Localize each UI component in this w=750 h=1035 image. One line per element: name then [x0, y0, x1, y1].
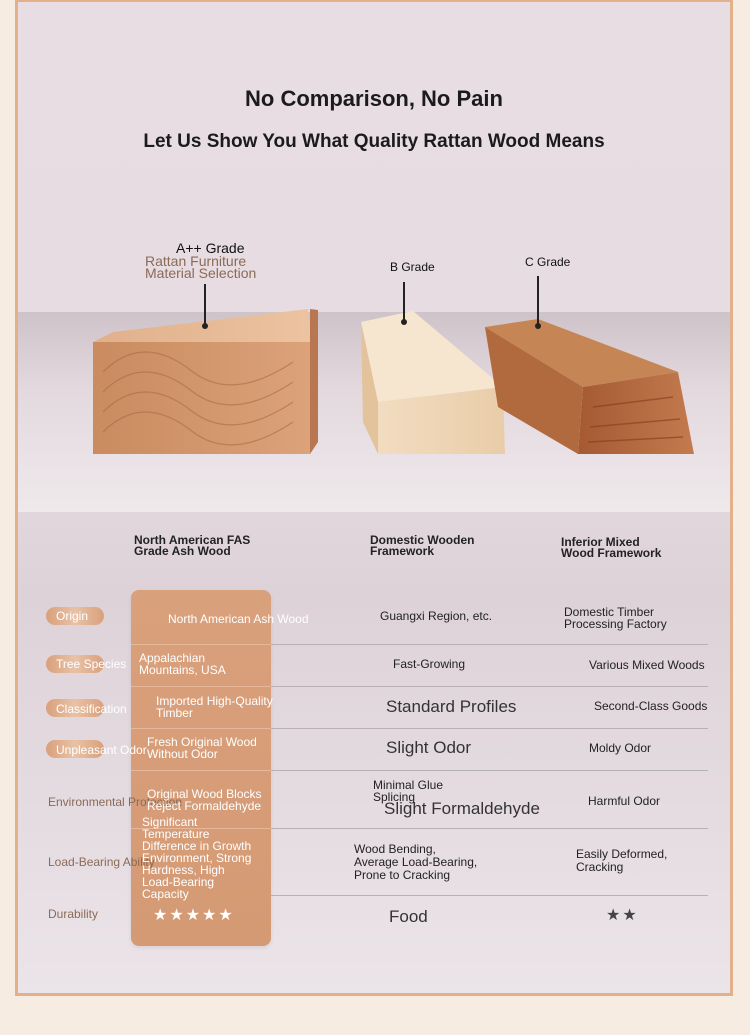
cell-classification-a-line2: Timber — [156, 706, 193, 720]
cell-environment-a-line2: Reject Formaldehyde — [147, 799, 262, 813]
cell-origin-c-line2: Processing Factory — [564, 617, 667, 631]
row-label-origin: Origin — [56, 609, 89, 623]
cell-environment-b-note-line1: Minimal Glue — [373, 778, 444, 792]
row-divider — [271, 895, 708, 896]
grade-b-pointer — [403, 282, 405, 322]
page-title: No Comparison, No Pain — [245, 86, 503, 111]
row-divider-highlight — [131, 686, 271, 687]
cell-origin-c — [564, 606, 667, 630]
cell-odor-a — [147, 736, 257, 760]
row-divider — [271, 728, 708, 729]
cell-load-c — [576, 848, 667, 874]
row-divider — [271, 828, 708, 829]
cell-classification-c: Second-Class Goods — [594, 699, 708, 713]
cell-odor-b: Slight Odor — [386, 738, 472, 757]
cell-origin-b: Guangxi Region, etc. — [380, 609, 493, 623]
row-divider-highlight — [131, 770, 271, 771]
column-header-c-line1: Inferior Mixed — [561, 535, 640, 549]
cell-environment-b-note-line2: Splicing — [373, 790, 416, 804]
column-header-a-line1: North American FAS — [134, 533, 251, 547]
wood-block-b — [361, 311, 505, 454]
grade-a-description-line2: Material Selection — [145, 265, 257, 281]
wood-samples-image — [18, 192, 730, 512]
row-label-environmental-protection: Environmental Protection — [48, 795, 183, 809]
column-header-c — [561, 537, 661, 559]
cell-classification-b: Standard Profiles — [386, 697, 517, 716]
cell-odor-c: Moldy Odor — [589, 741, 652, 755]
column-header-b-line2: Framework — [370, 544, 435, 558]
cell-origin-a: North American Ash Wood — [168, 612, 309, 626]
row-divider-highlight — [131, 644, 271, 645]
cell-load-a-line3: Difference in Growth — [142, 839, 252, 853]
column-header-b-line1: Domestic Wooden — [370, 533, 475, 547]
row-label-classification: Classification — [56, 702, 127, 716]
wood-blocks-illustration — [18, 192, 733, 512]
cell-origin-c-line1: Domestic Timber — [564, 605, 655, 619]
cell-classification-a — [156, 695, 273, 719]
cell-load-a-line2: Temperature — [142, 827, 210, 841]
cell-species-b: Fast-Growing — [393, 657, 466, 671]
rating-stars-c: ★★ — [606, 907, 639, 924]
grade-c-label: C Grade — [525, 255, 571, 269]
cell-species-a — [139, 652, 226, 676]
page-subtitle: Let Us Show You What Quality Rattan Wood Means — [143, 131, 605, 152]
page-frame — [15, 0, 733, 996]
cell-load-b — [354, 843, 477, 882]
row-divider — [271, 770, 708, 771]
row-divider — [271, 686, 708, 687]
cell-load-a-line4: Environment, Strong — [142, 851, 252, 865]
grade-a-description — [145, 255, 256, 279]
rating-stars-a: ★★★★★ — [153, 907, 235, 924]
row-label-unpleasant-odor: Unpleasant Odor — [56, 743, 147, 757]
cell-load-a-line1: Significant — [142, 815, 198, 829]
wood-block-c — [485, 319, 694, 454]
cell-odor-a-line1: Fresh Original Wood — [147, 735, 257, 749]
column-header-a — [134, 535, 250, 557]
column-header-b — [370, 535, 474, 557]
cell-species-a-line1: Appalachian — [139, 651, 206, 665]
cell-load-a-line6: Load-Bearing — [142, 875, 215, 889]
cell-environment-b: Slight Formaldehyde — [384, 799, 540, 818]
row-divider — [271, 644, 708, 645]
cell-environment-a-line1: Original Wood Blocks — [147, 787, 262, 801]
cell-load-c-line1: Easily Deformed, — [576, 847, 668, 861]
row-label-durability: Durability — [48, 907, 99, 921]
cell-load-a-line7: Capacity — [142, 887, 189, 901]
row-label-tree-species: Tree Species — [56, 657, 127, 671]
cell-load-a — [142, 816, 251, 900]
column-header-a-line2: Grade Ash Wood — [134, 544, 231, 558]
grade-a-pointer — [204, 284, 206, 326]
cell-load-b-line2: Average Load-Bearing, — [354, 855, 478, 869]
row-divider-highlight — [131, 728, 271, 729]
cell-durability-b: Food — [389, 907, 428, 926]
row-label-load-bearing: Load-Bearing Ability — [48, 855, 155, 869]
cell-environment-a — [147, 788, 262, 812]
cell-classification-a-line1: Imported High-Quality — [156, 694, 273, 708]
grade-a-label: A++ Grade — [176, 240, 245, 256]
cell-load-b-line1: Wood Bending, — [354, 842, 436, 856]
cell-load-b-line3: Prone to Cracking — [354, 868, 451, 882]
grade-a-description-line1: Rattan Furniture — [145, 253, 247, 269]
cell-load-c-line2: Cracking — [576, 860, 624, 874]
grade-c-pointer — [537, 276, 539, 326]
cell-environment-c: Harmful Odor — [588, 794, 661, 808]
column-header-c-line2: Wood Framework — [561, 546, 662, 560]
cell-load-a-line5: Hardness, High — [142, 863, 225, 877]
cell-species-c: Various Mixed Woods — [589, 658, 705, 672]
grade-b-label: B Grade — [390, 260, 435, 274]
wood-block-a — [93, 309, 318, 454]
cell-species-a-line2: Mountains, USA — [139, 663, 226, 677]
cell-odor-a-line2: Without Odor — [147, 747, 218, 761]
